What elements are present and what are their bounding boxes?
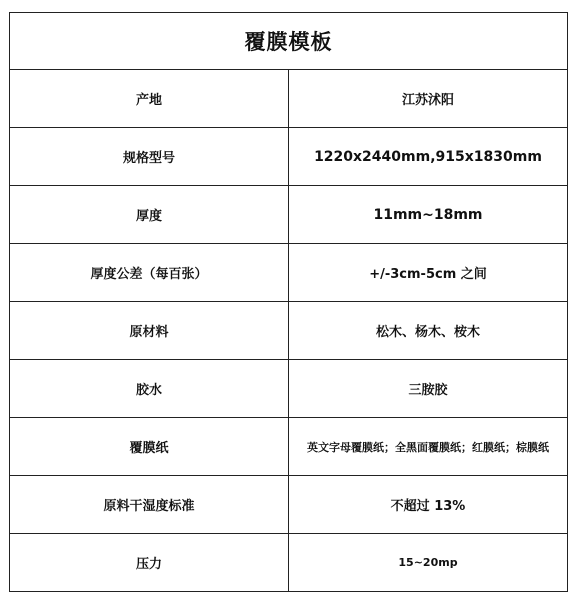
row-label: 原料干湿度标准	[10, 476, 289, 534]
table-title: 覆膜模板	[10, 13, 568, 70]
row-value: 不超过 13%	[289, 476, 568, 534]
table-row-material	[10, 302, 568, 360]
row-value: 15~20mp	[289, 534, 568, 592]
row-value: 松木、杨木、桉木	[289, 302, 568, 360]
table-row-tolerance	[10, 244, 568, 302]
row-value: 1220x2440mm,915x1830mm	[289, 128, 568, 186]
table-row-pressure	[10, 534, 568, 592]
row-label: 产地	[10, 70, 289, 128]
row-label: 覆膜纸	[10, 418, 289, 476]
table-row-thickness	[10, 186, 568, 244]
row-label: 原材料	[10, 302, 289, 360]
table-row-film-paper	[10, 418, 568, 476]
row-value: +/-3cm-5cm 之间	[289, 244, 568, 302]
row-label: 厚度	[10, 186, 289, 244]
table-row-spec	[10, 128, 568, 186]
table-row-origin	[10, 70, 568, 128]
table-row-moisture	[10, 476, 568, 534]
row-label: 压力	[10, 534, 289, 592]
row-label: 厚度公差（每百张）	[10, 244, 289, 302]
table-row-glue	[10, 360, 568, 418]
row-label: 规格型号	[10, 128, 289, 186]
title-row	[10, 13, 568, 70]
row-value: 三胺胶	[289, 360, 568, 418]
spec-table	[9, 12, 568, 592]
row-value: 江苏沭阳	[289, 70, 568, 128]
row-label: 胶水	[10, 360, 289, 418]
row-value: 英文字母覆膜纸；全黑面覆膜纸；红膜纸；棕膜纸	[289, 418, 568, 476]
row-value: 11mm~18mm	[289, 186, 568, 244]
